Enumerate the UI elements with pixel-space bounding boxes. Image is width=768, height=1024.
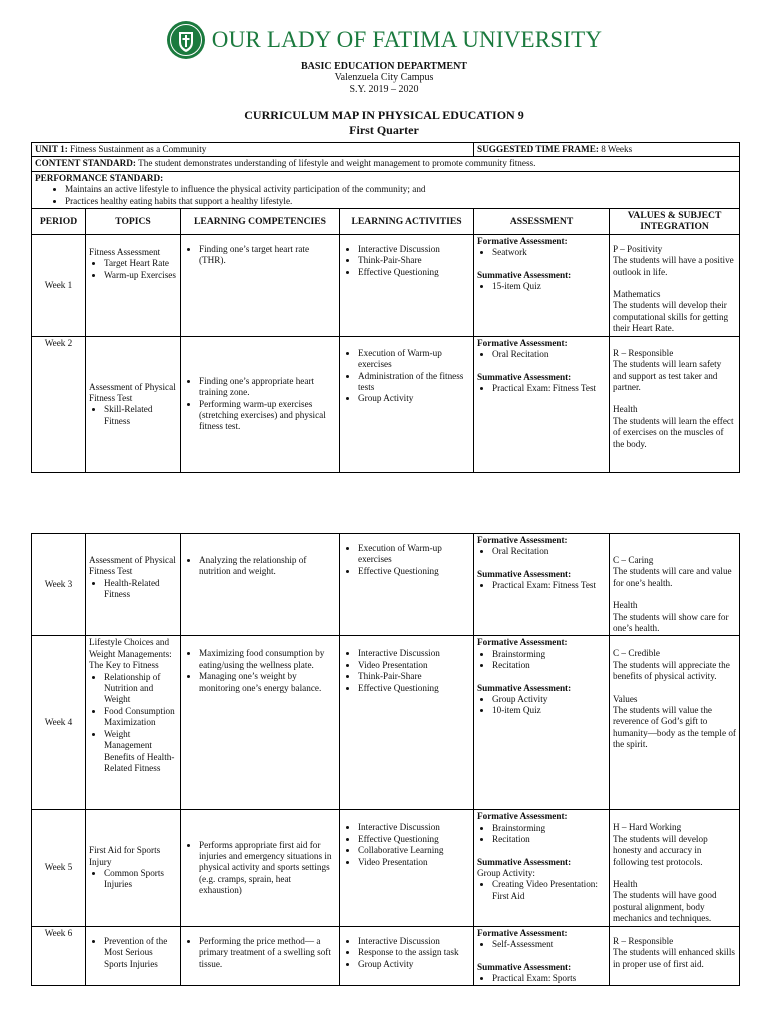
assessment-cell: Formative Assessment: • Seatwork Summative Assessment: • 15-item Quiz	[474, 234, 610, 336]
column-header: TOPICS	[86, 209, 181, 235]
list-item: • Recitation	[492, 660, 606, 671]
content-standard-cell: CONTENT STANDARD: The student demonstrates understanding of lifestyle and weight management to promote community fitness.	[32, 157, 740, 171]
column-header: ASSESSMENT	[474, 209, 610, 235]
topics-cell: Lifestyle Choices and Weight Managements: The Key to Fitness • Relationship of Nutrition and Weight • Food Consumption Maximization • Weight Management Benefits of Health-Related Fitness	[86, 636, 181, 810]
list-item: • Creating Video Presentation: First Aid	[492, 879, 606, 902]
list-item: • Interactive Discussion	[358, 936, 470, 947]
list-item: • Group Activity	[492, 694, 606, 705]
column-header: PERIOD	[32, 209, 86, 235]
values-cell: C – Caring The students will care and value for one’s health. Health The students will show care for one’s health.	[610, 534, 740, 636]
list-item: • Video Presentation	[358, 660, 470, 671]
table-row	[32, 336, 740, 472]
column-header: LEARNING COMPETENCIES	[181, 209, 340, 235]
list-item: • Practical Exam: Fitness Test	[492, 580, 606, 591]
list-item: • Collaborative Learning	[358, 845, 470, 856]
list-item: • Prevention of the Most Serious Sports Injuries	[104, 936, 177, 970]
list-item: • Maintains an active lifestyle to influence the physical activity participation of the community; and	[65, 184, 736, 195]
list-item: • Effective Questioning	[358, 267, 470, 278]
list-item: • Group Activity	[358, 393, 470, 404]
activities-cell	[340, 336, 474, 472]
column-header: LEARNING ACTIVITIES	[340, 209, 474, 235]
activities-cell	[340, 234, 474, 336]
topics-cell: Fitness Assessment • Target Heart Rate • Warm-up Exercises	[86, 234, 181, 336]
list-item: • Warm-up Exercises	[104, 270, 177, 281]
period-cell: Week 6	[32, 926, 86, 986]
column-header-row	[32, 209, 740, 235]
competencies-cell	[181, 234, 340, 336]
assessment-cell: Formative Assessment: • Brainstorming • Recitation Summative Assessment: Group Activity: • Creating Video Presentation: First Aid	[474, 810, 610, 926]
activities-cell	[340, 534, 474, 636]
university-brand	[0, 20, 768, 60]
topics-cell: Assessment of Physical Fitness Test • Skill-Related Fitness	[86, 336, 181, 472]
list-item: • Execution of Warm-up exercises	[358, 348, 470, 371]
unit-cell: UNIT 1: Fitness Sustainment as a Community	[32, 143, 474, 157]
list-item: • Effective Questioning	[358, 834, 470, 845]
content-standard-row	[32, 157, 740, 171]
list-item: • Practical Exam: Fitness Test	[492, 383, 606, 394]
activities-cell	[340, 926, 474, 986]
list-item: • Brainstorming	[492, 649, 606, 660]
list-item: • Analyzing the relationship of nutrition and weight.	[199, 555, 336, 578]
list-item: • Self-Assessment	[492, 939, 606, 950]
list-item: • Common Sports Injuries	[104, 868, 177, 891]
list-item: • 15-item Quiz	[492, 281, 606, 292]
list-item: • Interactive Discussion	[358, 648, 470, 659]
period-cell: Week 2	[32, 336, 86, 472]
competencies-cell	[181, 336, 340, 472]
activities-cell	[340, 810, 474, 926]
assessment-cell: Formative Assessment: • Oral Recitation Summative Assessment: • Practical Exam: Fitness Test	[474, 534, 610, 636]
topics-cell	[86, 926, 181, 986]
table-row	[32, 810, 740, 926]
competencies-cell	[181, 810, 340, 926]
topics-cell: Assessment of Physical Fitness Test • Health-Related Fitness	[86, 534, 181, 636]
quarter-label: First Quarter	[349, 123, 419, 137]
curriculum-table-part-1	[31, 142, 740, 473]
list-item: • Practices healthy eating habits that support a healthy lifestyle.	[65, 196, 736, 207]
table-row	[32, 234, 740, 336]
list-item: • Video Presentation	[358, 857, 470, 868]
list-item: • Relationship of Nutrition and Weight	[104, 672, 177, 706]
performance-standard-cell: PERFORMANCE STANDARD: • Maintains an active lifestyle to influence the physical activity participation of the community; and • Practices healthy eating habits that support a healthy lifestyle.	[32, 171, 740, 208]
competencies-cell	[181, 926, 340, 986]
list-item: • Finding one’s appropriate heart training zone.	[199, 376, 336, 399]
list-item: • Interactive Discussion	[358, 244, 470, 255]
list-item: • Seatwork	[492, 247, 606, 258]
list-item: • Skill-Related Fitness	[104, 404, 177, 427]
list-item: • Oral Recitation	[492, 349, 606, 360]
values-cell: C – Credible The students will appreciate the benefits of physical activity. Values The students will value the reverence of God’s gift to humanity—body as the temple of the spirit.	[610, 636, 740, 810]
list-item: • Weight Management Benefits of Health-Related Fitness	[104, 729, 177, 775]
list-item: • 10-item Quiz	[492, 705, 606, 716]
list-item: • Practical Exam: Sports	[492, 973, 606, 984]
performance-standard-row	[32, 171, 740, 208]
list-item: • Execution of Warm-up exercises	[358, 543, 470, 566]
time-frame-cell: SUGGESTED TIME FRAME: 8 Weeks	[474, 143, 740, 157]
values-cell: P – Positivity The students will have a positive outlook in life. Mathematics The students will develop their computational skills for getting their Heart Rate.	[610, 234, 740, 336]
curriculum-table-part-2	[31, 533, 740, 986]
list-item: • Health-Related Fitness	[104, 578, 177, 601]
list-item: • Effective Questioning	[358, 683, 470, 694]
school-year: S.Y. 2019 – 2020	[349, 84, 419, 95]
department-name: BASIC EDUCATION DEPARTMENT	[301, 61, 467, 72]
values-cell: R – Responsible The students will learn safety and support as test taker and partner. Health The students will learn the effect of exercises on the muscles of the body.	[610, 336, 740, 472]
list-item: • Maximizing food consumption by eating/using the wellness plate.	[199, 648, 336, 671]
period-cell: Week 4	[32, 636, 86, 810]
assessment-cell: Formative Assessment: • Self-Assessment Summative Assessment: • Practical Exam: Sports	[474, 926, 610, 986]
list-item: • Managing one’s weight by monitoring one’s energy balance.	[199, 671, 336, 694]
document-title: CURRICULUM MAP IN PHYSICAL EDUCATION 9	[244, 108, 524, 122]
assessment-cell: Formative Assessment: • Brainstorming • Recitation Summative Assessment: • Group Activity • 10-item Quiz	[474, 636, 610, 810]
university-seal-icon	[166, 20, 206, 60]
list-item: • Oral Recitation	[492, 546, 606, 557]
list-item: • Finding one’s target heart rate (THR).	[199, 244, 336, 267]
activities-cell	[340, 636, 474, 810]
list-item: • Group Activity	[358, 959, 470, 970]
unit-row	[32, 143, 740, 157]
assessment-cell: Formative Assessment: • Oral Recitation Summative Assessment: • Practical Exam: Fitness Test	[474, 336, 610, 472]
document-header	[0, 20, 768, 138]
list-item: • Effective Questioning	[358, 566, 470, 577]
list-item: • Recitation	[492, 834, 606, 845]
list-item: • Performing warm-up exercises (stretching exercises) and physical fitness test.	[199, 399, 336, 433]
list-item: • Response to the assign task	[358, 947, 470, 958]
list-item: • Food Consumption Maximization	[104, 706, 177, 729]
table-row	[32, 926, 740, 986]
list-item: • Think-Pair-Share	[358, 671, 470, 682]
table-row	[32, 534, 740, 636]
university-name: OUR LADY OF FATIMA UNIVERSITY	[211, 27, 603, 52]
list-item: • Administration of the fitness tests	[358, 371, 470, 394]
values-cell: H – Hard Working The students will develop honesty and accuracy in following test protocols. Health The students will have good postural alignment, body mechanics and techniques.	[610, 810, 740, 926]
performance-standard-list	[35, 184, 736, 207]
values-cell: R – Responsible The students will enhanced skills in proper use of first aid.	[610, 926, 740, 986]
list-item: • Brainstorming	[492, 823, 606, 834]
list-item: • Think-Pair-Share	[358, 255, 470, 266]
table-row	[32, 636, 740, 810]
campus-name: Valenzuela City Campus	[334, 72, 434, 83]
column-header: VALUES & SUBJECT INTEGRATION	[610, 209, 740, 235]
period-cell: Week 5	[32, 810, 86, 926]
list-item: • Target Heart Rate	[104, 258, 177, 269]
topics-cell: First Aid for Sports Injury • Common Sports Injuries	[86, 810, 181, 926]
competencies-cell	[181, 534, 340, 636]
list-item: • Performing the price method— a primary treatment of a swelling soft tissue.	[199, 936, 336, 970]
list-item: • Interactive Discussion	[358, 822, 470, 833]
period-cell: Week 3	[32, 534, 86, 636]
competencies-cell	[181, 636, 340, 810]
period-cell: Week 1	[32, 234, 86, 336]
list-item: • Performs appropriate first aid for injuries and emergency situations in physical activity and sports settings (e.g. cramps, sprain, heat exhaustion)	[199, 840, 336, 897]
